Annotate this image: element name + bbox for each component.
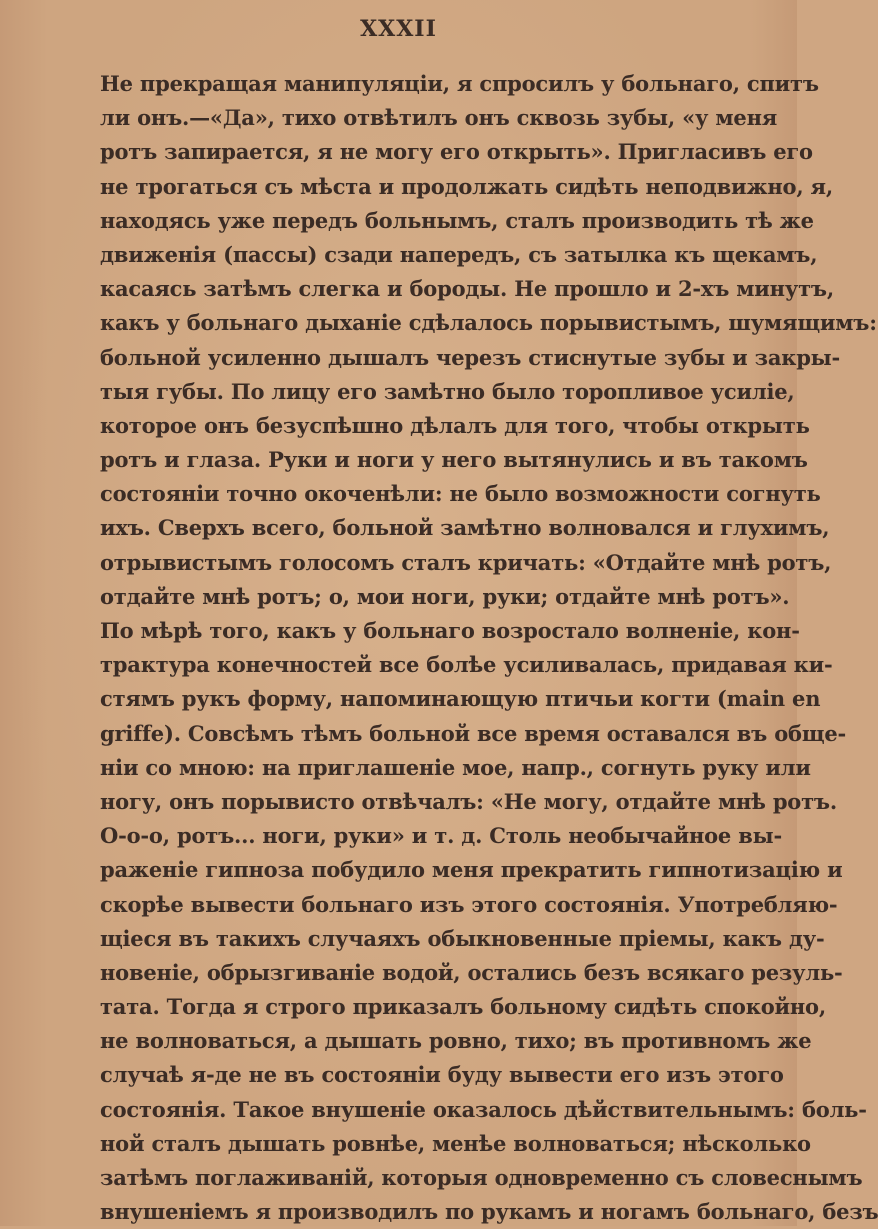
text-line: тата. Тогда я строго приказалъ больному сидѣть спокойно, — [100, 994, 826, 1020]
text-line: состоянія. Такое внушеніе оказалось дѣйствительнымъ: боль- — [100, 1096, 867, 1122]
text-line: отдайте мнѣ ротъ; о, мои ноги, руки; отдайте мнѣ ротъ». — [100, 583, 790, 609]
text-line: раженіе гипноза побудило меня прекратить гипнотизацію и — [100, 857, 843, 883]
text-line: ной сталъ дышать ровнѣе, менѣе волноваться; нѣсколько — [100, 1130, 811, 1156]
page-number: XXXII — [360, 16, 437, 42]
text-line: движенія (пассы) сзади напередъ, съ затылка къ щекамъ, — [100, 241, 818, 267]
text-line: трактура конечностей все болѣе усиливалась, придавая ки- — [100, 652, 833, 678]
text-line: Не прекращая манипуляціи, я спросилъ у больнаго, спитъ — [100, 71, 819, 96]
text-line: состояніи точно окоченѣли: не было возможности согнуть — [100, 481, 821, 507]
text-line: О-о-о, ротъ... ноги, руки» и т. д. Столь необычайное вы- — [100, 823, 782, 849]
text-line: По мѣрѣ того, какъ у больнаго возростало волненіе, кон- — [100, 618, 800, 643]
text-line: griffe). Совсѣмъ тѣмъ больной все время оставался въ обще- — [100, 720, 847, 746]
text-line: стямъ рукъ форму, напоминающую птичьи когти (main en — [100, 686, 821, 712]
text-line: касаясь затѣмъ слегка и бороды. Не прошло и 2-хъ минутъ, — [100, 276, 834, 302]
text-line: скорѣе вывести больнаго изъ этого состоянія. Употребляю- — [100, 891, 838, 917]
text-line: случаѣ я-де не въ состояніи буду вывести его изъ этого — [100, 1062, 784, 1088]
text-line: какъ у больнаго дыханіе сдѣлалось порывистымъ, шумящимъ: — [100, 310, 877, 336]
text-line: ногу, онъ порывисто отвѣчалъ: «Не могу, отдайте мнѣ ротъ. — [100, 788, 837, 814]
text-line: ихъ. Сверхъ всего, больной замѣтно волновался и глухимъ, — [100, 515, 830, 541]
text-line: ніи со мною: на приглашеніе мое, напр., согнуть руку или — [100, 754, 811, 780]
text-line: щіеся въ такихъ случаяхъ обыкновенные пріемы, какъ ду- — [100, 925, 825, 951]
text-line: затѣмъ поглаживаній, которыя одновременно съ словеснымъ — [100, 1165, 863, 1190]
text-line: ротъ и глаза. Руки и ноги у него вытянулись и въ такомъ — [100, 447, 808, 473]
text-line: тыя губы. По лицу его замѣтно было торопливое усиліе, — [100, 378, 795, 404]
text-line: ли онъ.—«Да», тихо отвѣтилъ онъ сквозь зубы, «у меня — [100, 105, 778, 131]
text-line: не волноваться, а дышать ровно, тихо; въ противномъ же — [100, 1028, 812, 1054]
text-line: больной усиленно дышалъ черезъ стиснутые зубы и закры- — [100, 344, 841, 370]
text-line: ротъ запирается, я не могу его открыть». Пригласивъ его — [100, 139, 813, 165]
text-line: не трогаться съ мѣста и продолжать сидѣть неподвижно, я, — [100, 173, 833, 199]
text-line: новеніе, обрызгиваніе водой, остались безъ всякаго резуль- — [100, 959, 843, 985]
text-line: находясь уже передъ больнымъ, сталъ производить тѣ же — [100, 207, 814, 233]
body-text — [100, 67, 878, 1229]
text-line: которое онъ безуспѣшно дѣлалъ для того, чтобы открыть — [100, 412, 810, 438]
text-line: отрывистымъ голосомъ сталъ кричать: «Отдайте мнѣ ротъ, — [100, 549, 832, 575]
text-line: внушеніемъ я производилъ по рукамъ и ногамъ больнаго, безъ — [100, 1199, 878, 1225]
